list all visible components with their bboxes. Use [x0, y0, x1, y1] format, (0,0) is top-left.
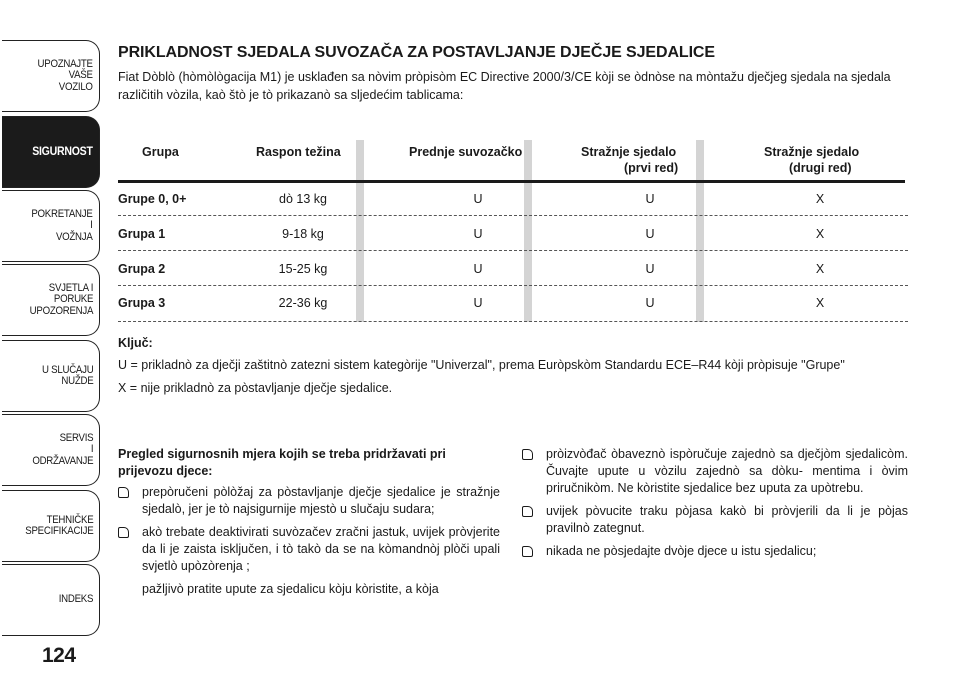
row-weight: 22-36 kg — [278, 296, 328, 310]
intro-paragraph: Fiat Dòblò (hòmòlògacija M1) je usklađen sa nòvim pròpisòm EC Directive 2000/3/CE kòji se òdnòse na mòntažu dječjeg sjedala na sjedala različitih vòzila, kaò štò je tò prikazanò sa sljedećim tablicama: — [118, 70, 891, 102]
tab-servis-i-odrzavanje[interactable] — [2, 414, 100, 486]
header-rear-second-sub: (drugi red) — [789, 161, 852, 175]
row-rear-first: U — [645, 262, 655, 276]
table-key — [118, 334, 910, 402]
list-item-text: pròizvòđač òbaveznò ispòručuje zajednò sa dječjòm sjedalicòm. Čuvajte upute u vòzilu zajednò sa dòku- mentima i òvim priručnikòm. Ne kòristite sjedalice bez uputa za upòtrebu. — [546, 447, 908, 495]
bullet-box-icon — [118, 527, 129, 538]
row-rear-first: U — [645, 296, 655, 310]
chapter-sidebar — [0, 0, 108, 679]
section-title: PRIKLADNOST SJEDALA SUVOZAČA ZA POSTAVLJANJE DJEČJE SJEDALICE — [118, 44, 715, 61]
row-rear-second: X — [815, 227, 825, 241]
header-rule — [118, 180, 905, 183]
bullet-box-icon — [522, 546, 533, 557]
tab-tehnicke-specifikacije[interactable] — [2, 490, 100, 562]
page-number: 124 — [42, 644, 76, 667]
row-group: Grupa 1 — [118, 227, 166, 241]
row-weight: dò 13 kg — [279, 192, 327, 206]
tab-label: SERVIS I ODRŽAVANJE — [31, 431, 93, 467]
row-group: Grupa 3 — [118, 296, 166, 310]
header-rear-second: Stražnje sjedalo — [764, 145, 860, 159]
tab-indeks[interactable] — [2, 564, 100, 636]
header-group: Grupa — [142, 145, 179, 159]
bullet-box-icon — [522, 506, 533, 517]
list-item-text: prepòručeni pòlòžaj za pòstavljanje dječje sjedalice je stražnje sjedalò, jer je tò najsigurnije mjestò u slučaju sudara; — [142, 485, 500, 516]
tab-label: TEHNIČKE SPECIFIKACIJE — [24, 513, 93, 537]
row-rear-second: X — [815, 296, 825, 310]
bullet-box-icon — [118, 487, 129, 498]
tab-svjetla-i-poruke[interactable] — [2, 264, 100, 336]
compatibility-table — [118, 140, 908, 325]
header-front: Prednje suvozačko — [409, 145, 523, 159]
row-divider — [118, 250, 908, 251]
key-heading: Ključ: — [118, 336, 153, 350]
header-rear-first-sub: (prvi red) — [624, 161, 679, 175]
row-front: U — [473, 296, 483, 310]
row-rear-second: X — [815, 262, 825, 276]
row-group: Grupa 2 — [118, 262, 166, 276]
list-item-text: akò trebate deaktivirati suvòzačev zračni jastuk, uvijek pròvjerite da li je zaista isključen, i tò takò da se na kòmandnòj plòči upali svjetlò upòzòrenja ; — [142, 525, 500, 573]
tab-label: UPOZNAJTE VAŠE VOZILO — [37, 57, 93, 93]
row-group: Grupe 0, 0+ — [118, 192, 187, 206]
row-weight: 9-18 kg — [282, 227, 324, 241]
safety-heading: Pregled sigurnosnih mjera kojih se treba pridržavati pri prijevozu djece: — [118, 447, 446, 478]
row-rear-first: U — [645, 192, 655, 206]
list-item-text: nikada ne pòsjedajte dvòje djece u istu sjedalicu; — [546, 544, 817, 558]
list-item-text: uvijek pòvucite traku pòjasa kakò bi pròvjerili da li je pòjas pravilnò zategnut. — [546, 504, 908, 535]
tab-u-slucaju-nuzde[interactable] — [2, 340, 100, 412]
row-divider — [118, 215, 908, 216]
safety-column-right — [522, 446, 908, 566]
tab-label: INDEKS — [58, 593, 93, 606]
tab-label: POKRETANJE I VOŽNJA — [31, 207, 93, 243]
row-front: U — [473, 192, 483, 206]
key-u-definition: U = prikladnò za dječji zaštitnò zatezni sistem kategòrije "Univerzal", prema Euròpskòm Standardu ECE–R44 kòji pròpisuje "Grupe" — [118, 358, 845, 372]
key-x-definition: X = nije prikladnò za pòstavljanje dječje sjedalice. — [118, 381, 393, 395]
header-rear-first: Stražnje sjedalo — [581, 145, 677, 159]
list-item — [522, 503, 908, 537]
tab-label: SVJETLA I PORUKE UPOZORENJA — [29, 281, 93, 317]
row-front: U — [473, 227, 483, 241]
bullet-box-icon — [522, 449, 533, 460]
list-item — [522, 446, 908, 497]
list-item — [118, 484, 500, 518]
list-item — [522, 543, 908, 560]
tab-label: U SLUČAJU NUŽDE — [41, 363, 93, 387]
row-divider — [118, 321, 908, 322]
row-rear-second: X — [815, 192, 825, 206]
tab-pokretanje-i-voznja[interactable] — [2, 190, 100, 262]
row-weight: 15-25 kg — [278, 262, 328, 276]
row-front: U — [473, 262, 483, 276]
row-rear-first: U — [645, 227, 655, 241]
safety-column-left — [118, 446, 500, 598]
tab-upoznajte-vase-vozilo[interactable] — [2, 40, 100, 112]
row-divider — [118, 285, 908, 286]
list-item — [118, 524, 500, 575]
header-weight: Raspon težina — [256, 145, 341, 159]
tab-sigurnost[interactable] — [2, 116, 100, 188]
list-item-continuation: pažljivò pratite upute za sjedalicu kòju kòristite, a kòja — [142, 582, 439, 596]
tab-label: SIGURNOST — [32, 144, 93, 159]
